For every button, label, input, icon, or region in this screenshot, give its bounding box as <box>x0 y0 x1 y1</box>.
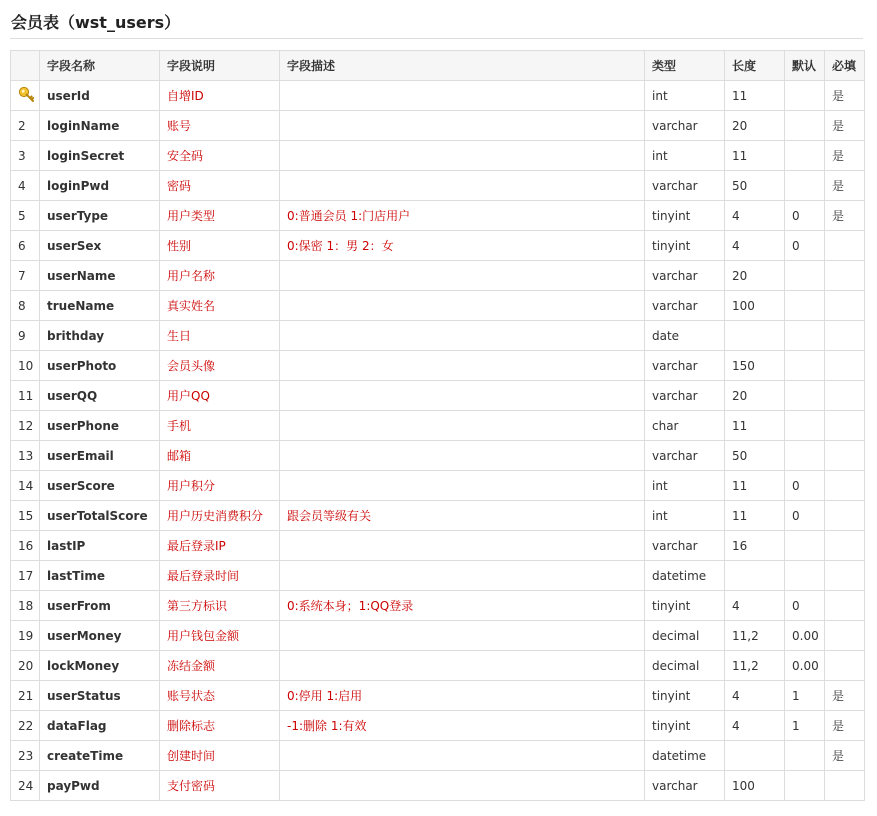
field-type: tinyint <box>645 681 725 711</box>
field-name: userEmail <box>40 441 160 471</box>
field-required <box>825 351 865 381</box>
field-default <box>785 111 825 141</box>
field-name: createTime <box>40 741 160 771</box>
table-row <box>11 771 865 801</box>
field-length: 100 <box>725 771 785 801</box>
field-label: 用户QQ <box>160 381 280 411</box>
field-type: tinyint <box>645 711 725 741</box>
field-name: payPwd <box>40 771 160 801</box>
field-label: 账号 <box>160 111 280 141</box>
field-description: 0:系统本身；1:QQ登录 <box>280 591 645 621</box>
table-row <box>11 651 865 681</box>
field-type: varchar <box>645 111 725 141</box>
field-description <box>280 81 645 111</box>
field-label: 真实姓名 <box>160 291 280 321</box>
field-description: 0:停用 1:启用 <box>280 681 645 711</box>
field-type: varchar <box>645 291 725 321</box>
field-name: userFrom <box>40 591 160 621</box>
field-label: 删除标志 <box>160 711 280 741</box>
row-index: 8 <box>11 291 40 321</box>
field-name: userQQ <box>40 381 160 411</box>
table-row <box>11 321 865 351</box>
field-type: int <box>645 471 725 501</box>
field-name: lastIP <box>40 531 160 561</box>
field-length: 11 <box>725 141 785 171</box>
field-description: 跟会员等级有关 <box>280 501 645 531</box>
key-icon <box>18 86 35 106</box>
field-name: trueName <box>40 291 160 321</box>
field-default: 1 <box>785 681 825 711</box>
field-label: 密码 <box>160 171 280 201</box>
field-length: 100 <box>725 291 785 321</box>
field-type: datetime <box>645 741 725 771</box>
table-row <box>11 201 865 231</box>
field-default: 0 <box>785 501 825 531</box>
table-row <box>11 381 865 411</box>
row-index <box>11 81 40 111</box>
field-default: 0.00 <box>785 621 825 651</box>
field-required <box>825 411 865 441</box>
field-label: 自增ID <box>160 81 280 111</box>
row-index: 4 <box>11 171 40 201</box>
field-type: tinyint <box>645 201 725 231</box>
field-type: date <box>645 321 725 351</box>
field-name: userName <box>40 261 160 291</box>
row-index: 14 <box>11 471 40 501</box>
field-length <box>725 741 785 771</box>
header-default: 默认 <box>785 51 825 81</box>
field-length: 20 <box>725 381 785 411</box>
field-type: varchar <box>645 381 725 411</box>
field-label: 用户积分 <box>160 471 280 501</box>
field-name: loginSecret <box>40 141 160 171</box>
row-index: 7 <box>11 261 40 291</box>
field-type: tinyint <box>645 231 725 261</box>
field-required <box>825 651 865 681</box>
field-required: 是 <box>825 141 865 171</box>
field-description: -1:删除 1:有效 <box>280 711 645 741</box>
field-default <box>785 531 825 561</box>
field-required: 是 <box>825 681 865 711</box>
field-type: varchar <box>645 171 725 201</box>
field-length: 16 <box>725 531 785 561</box>
field-required <box>825 321 865 351</box>
field-name: loginPwd <box>40 171 160 201</box>
field-required <box>825 261 865 291</box>
row-index: 18 <box>11 591 40 621</box>
field-label: 手机 <box>160 411 280 441</box>
field-label: 用户类型 <box>160 201 280 231</box>
header-field-label: 字段说明 <box>160 51 280 81</box>
field-label: 用户钱包金额 <box>160 621 280 651</box>
table-row <box>11 171 865 201</box>
row-index: 23 <box>11 741 40 771</box>
field-length: 150 <box>725 351 785 381</box>
row-index: 5 <box>11 201 40 231</box>
field-length: 11 <box>725 411 785 441</box>
schema-table <box>10 50 865 801</box>
field-label: 冻结金额 <box>160 651 280 681</box>
field-name: lockMoney <box>40 651 160 681</box>
field-description <box>280 291 645 321</box>
field-default <box>785 291 825 321</box>
field-length: 50 <box>725 171 785 201</box>
field-description <box>280 621 645 651</box>
table-row <box>11 81 865 111</box>
field-label: 最后登录IP <box>160 531 280 561</box>
field-required: 是 <box>825 201 865 231</box>
row-index: 10 <box>11 351 40 381</box>
field-description <box>280 261 645 291</box>
field-label: 用户历史消费积分 <box>160 501 280 531</box>
field-default <box>785 261 825 291</box>
table-row <box>11 621 865 651</box>
field-default: 0 <box>785 591 825 621</box>
field-type: char <box>645 411 725 441</box>
table-row <box>11 291 865 321</box>
field-type: tinyint <box>645 591 725 621</box>
header-type: 类型 <box>645 51 725 81</box>
field-required <box>825 771 865 801</box>
field-name: userPhoto <box>40 351 160 381</box>
field-description <box>280 171 645 201</box>
row-index: 6 <box>11 231 40 261</box>
table-row <box>11 591 865 621</box>
field-label: 安全码 <box>160 141 280 171</box>
row-index: 12 <box>11 411 40 441</box>
field-name: userStatus <box>40 681 160 711</box>
field-name: userScore <box>40 471 160 501</box>
field-default <box>785 381 825 411</box>
field-default <box>785 771 825 801</box>
field-length: 20 <box>725 111 785 141</box>
field-description <box>280 471 645 501</box>
field-label: 第三方标识 <box>160 591 280 621</box>
field-length: 4 <box>725 231 785 261</box>
field-label: 账号状态 <box>160 681 280 711</box>
row-index: 20 <box>11 651 40 681</box>
field-label: 会员头像 <box>160 351 280 381</box>
field-default <box>785 411 825 441</box>
row-index: 21 <box>11 681 40 711</box>
field-description <box>280 561 645 591</box>
field-default: 0.00 <box>785 651 825 681</box>
field-name: loginName <box>40 111 160 141</box>
header-field-desc: 字段描述 <box>280 51 645 81</box>
field-label: 最后登录时间 <box>160 561 280 591</box>
title-divider <box>10 38 863 39</box>
field-default <box>785 351 825 381</box>
field-default <box>785 171 825 201</box>
table-row <box>11 741 865 771</box>
table-row <box>11 411 865 441</box>
field-length: 11 <box>725 501 785 531</box>
header-length: 长度 <box>725 51 785 81</box>
table-row <box>11 231 865 261</box>
field-length: 11 <box>725 471 785 501</box>
table-row <box>11 441 865 471</box>
field-name: brithday <box>40 321 160 351</box>
field-required: 是 <box>825 81 865 111</box>
table-header-row <box>11 51 865 81</box>
field-required <box>825 381 865 411</box>
field-name: userType <box>40 201 160 231</box>
field-type: varchar <box>645 261 725 291</box>
field-default <box>785 321 825 351</box>
table-row <box>11 471 865 501</box>
field-type: decimal <box>645 651 725 681</box>
field-name: userMoney <box>40 621 160 651</box>
field-required <box>825 561 865 591</box>
row-index: 19 <box>11 621 40 651</box>
field-name: userSex <box>40 231 160 261</box>
field-default: 0 <box>785 201 825 231</box>
field-default <box>785 741 825 771</box>
field-required <box>825 621 865 651</box>
field-description: 0:普通会员 1:门店用户 <box>280 201 645 231</box>
field-default: 1 <box>785 711 825 741</box>
field-description <box>280 531 645 561</box>
row-index: 16 <box>11 531 40 561</box>
field-required <box>825 441 865 471</box>
row-index: 3 <box>11 141 40 171</box>
field-required <box>825 291 865 321</box>
field-default <box>785 441 825 471</box>
field-type: datetime <box>645 561 725 591</box>
field-required <box>825 531 865 561</box>
table-row <box>11 561 865 591</box>
field-required <box>825 501 865 531</box>
field-default <box>785 81 825 111</box>
table-row <box>11 681 865 711</box>
field-length <box>725 561 785 591</box>
field-type: int <box>645 81 725 111</box>
field-label: 性别 <box>160 231 280 261</box>
row-index: 24 <box>11 771 40 801</box>
field-length: 11,2 <box>725 651 785 681</box>
table-row <box>11 711 865 741</box>
field-required: 是 <box>825 111 865 141</box>
field-required <box>825 471 865 501</box>
header-index <box>11 51 40 81</box>
field-name: userId <box>40 81 160 111</box>
field-length: 4 <box>725 201 785 231</box>
field-description <box>280 141 645 171</box>
field-label: 创建时间 <box>160 741 280 771</box>
table-row <box>11 111 865 141</box>
table-row <box>11 141 865 171</box>
field-default <box>785 561 825 591</box>
field-length: 11 <box>725 81 785 111</box>
field-description <box>280 381 645 411</box>
field-length: 4 <box>725 681 785 711</box>
field-label: 生日 <box>160 321 280 351</box>
field-length: 4 <box>725 591 785 621</box>
row-index: 2 <box>11 111 40 141</box>
field-length: 4 <box>725 711 785 741</box>
field-length <box>725 321 785 351</box>
field-required <box>825 591 865 621</box>
field-name: dataFlag <box>40 711 160 741</box>
field-type: int <box>645 141 725 171</box>
field-required <box>825 231 865 261</box>
table-row <box>11 261 865 291</box>
field-required: 是 <box>825 711 865 741</box>
field-default <box>785 141 825 171</box>
header-field-name: 字段名称 <box>40 51 160 81</box>
field-description <box>280 741 645 771</box>
field-label: 邮箱 <box>160 441 280 471</box>
field-name: lastTime <box>40 561 160 591</box>
field-name: userTotalScore <box>40 501 160 531</box>
row-index: 17 <box>11 561 40 591</box>
field-default: 0 <box>785 231 825 261</box>
field-required: 是 <box>825 171 865 201</box>
field-description <box>280 111 645 141</box>
field-label: 支付密码 <box>160 771 280 801</box>
row-index: 15 <box>11 501 40 531</box>
field-default: 0 <box>785 471 825 501</box>
row-index: 13 <box>11 441 40 471</box>
header-required: 必填 <box>825 51 865 81</box>
field-length: 20 <box>725 261 785 291</box>
field-type: decimal <box>645 621 725 651</box>
field-description <box>280 351 645 381</box>
field-label: 用户名称 <box>160 261 280 291</box>
row-index: 9 <box>11 321 40 351</box>
field-length: 50 <box>725 441 785 471</box>
field-description <box>280 321 645 351</box>
table-row <box>11 531 865 561</box>
field-type: varchar <box>645 531 725 561</box>
row-index: 11 <box>11 381 40 411</box>
field-length: 11,2 <box>725 621 785 651</box>
field-description <box>280 411 645 441</box>
field-name: userPhone <box>40 411 160 441</box>
row-index: 22 <box>11 711 40 741</box>
field-description <box>280 441 645 471</box>
field-description: 0:保密 1：男 2：女 <box>280 231 645 261</box>
page-title: 会员表（wst_users） <box>11 13 181 32</box>
field-required: 是 <box>825 741 865 771</box>
field-type: int <box>645 501 725 531</box>
field-type: varchar <box>645 771 725 801</box>
table-row <box>11 501 865 531</box>
field-description <box>280 771 645 801</box>
field-type: varchar <box>645 351 725 381</box>
table-row <box>11 351 865 381</box>
field-description <box>280 651 645 681</box>
field-type: varchar <box>645 441 725 471</box>
